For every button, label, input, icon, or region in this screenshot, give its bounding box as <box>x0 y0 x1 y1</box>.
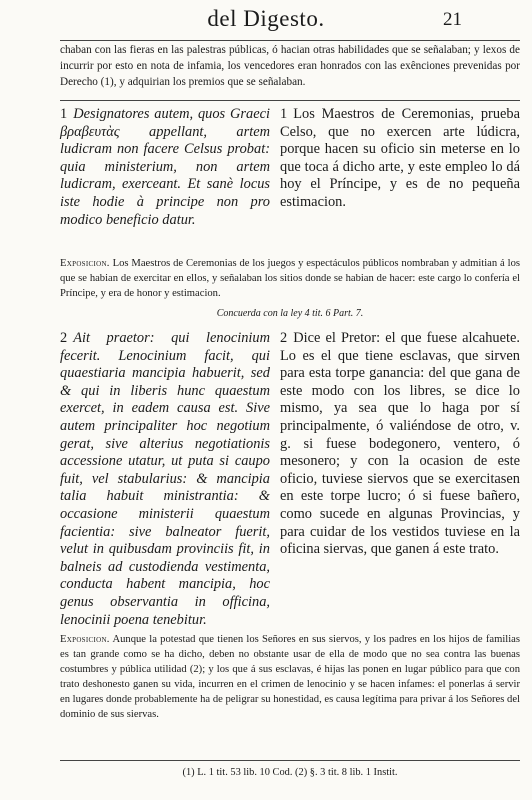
spanish-paragraph-number: 1 <box>280 106 288 122</box>
exposicion-text: Los Maestros de Ceremonias de los juegos y espectáculos públicos nombraban y admitian á los que se habian de exercitar en ellos, y señalaban los sitios donde se habian de hacer: este cargo lo confería el Príncipe, y era de honor y estimacion. <box>60 258 520 299</box>
spanish-paragraph: Dice el Pretor: el que fuese alcahuete. Lo es el que tiene esclavas, que sirven para esta torpe ganancia: del que gana de este modo con los libres, se dice lo mismo, ya sea que lo haga por sí principalmente, ó valiéndose de otro, v. g. si fuese bodegonero, ventero, ó mesonero; y con la ocasion de este oficio, tuviese siervos que se exercitasen en este torpe lucro; ó si fuese bañero, como sucede en algunas Provincias, y para cuidar de los vestidos tuviese en la oficina siervas, que ganen á este trato. <box>280 330 520 558</box>
spanish-paragraph: Los Maestros de Ceremonias, prueba Celso, que no exercen arte lúdicra, porque hacen su oficio sin meterse en lo que toca á dicho arte, y este empleo lo dá hoy el Príncipe, y es de no pequeña estimacion. <box>280 106 520 210</box>
footnotes: (1) L. 1 tit. 53 lib. 10 Cod. (2) §. 3 tit. 8 lib. 1 Instit. <box>182 767 398 778</box>
footnote-rule <box>60 760 520 761</box>
latin-paragraph-number: 1 <box>60 106 68 122</box>
latin-paragraph: Ait praetor: qui lenocinium fecerit. Lenocinium facit, qui quaestiaria mancipia habuerit, sed & qui in liberis hunc quaestum exercet, in eadem causa est. Sive autem principaliter hoc negotium gerat, sive alterius negotiationis accessione utatur, ut puta si caupo fuit, vel stabularius: & mancipia talia habuit ministrantia: & occasione ministerii quaestum facientia: sive balneator fuerit, velut in quibusdam provinciis fit, in balneis ad custodienda vestimenta, conducta habent mancipia, hoc genus observantia in officina, lenocinii poena tenebitur. <box>60 330 270 628</box>
exposicion-1 <box>60 256 520 301</box>
latin-paragraph: Designatores autem, quos Graeci βραβευτὰς appellant, artem ludicram non facere Celsus probat: quia ministerium, non artem ludicram, exerceant. Et sanè locus iste hodie à principe non pro modico beneficio datur. <box>60 106 270 228</box>
exposicion-label: Exposicion. <box>60 634 110 645</box>
spanish-column-2 <box>280 330 520 559</box>
intro-paragraph: chaban con las fieras en las palestras públicas, ó hacian otras habilidades que se señalaban; y lexos de incurrir por esto en nota de infamia, los vencedores eran honrados con las exênciones prevenidas por Derecho (1), y adquirian los premios que se señalaban. <box>60 44 520 88</box>
running-title: del Digesto. <box>207 6 325 31</box>
latin-column-2 <box>60 330 270 629</box>
spanish-column-1 <box>280 106 520 212</box>
latin-column-1 <box>60 106 270 229</box>
section-2-columns <box>60 330 520 630</box>
section-1-columns <box>60 106 520 254</box>
header-rule <box>60 40 520 41</box>
page-number: 21 <box>443 9 462 30</box>
divider-rule <box>60 100 520 101</box>
exposicion-label: Exposicion. <box>60 258 110 269</box>
concordance-note: Concuerda con la ley 4 tit. 6 Part. 7. <box>216 308 364 319</box>
exposicion-text: Aunque la potestad que tienen los Señores en sus siervos, y los padres en los hijos de familias es tan grande como se ha dicho, deben no obstante usar de ella de modo que no sea contra las buenas costumbres y pública utilidad (2); y los que á sus esclavas, é hijas las ponen en lugar público para que con trato deshonesto ganen su vida, incurren en el crimen de lenocinio y se hacen infames: el ponerlas á servir en lugares donde probablemente ha de peligrar su honestidad, es causa legítima para privar á los Señores del dominio de sus siervas. <box>60 634 520 720</box>
spanish-paragraph-number: 2 <box>280 330 288 346</box>
page-header <box>0 6 532 38</box>
latin-paragraph-number: 2 <box>60 330 68 346</box>
exposicion-2 <box>60 632 520 722</box>
